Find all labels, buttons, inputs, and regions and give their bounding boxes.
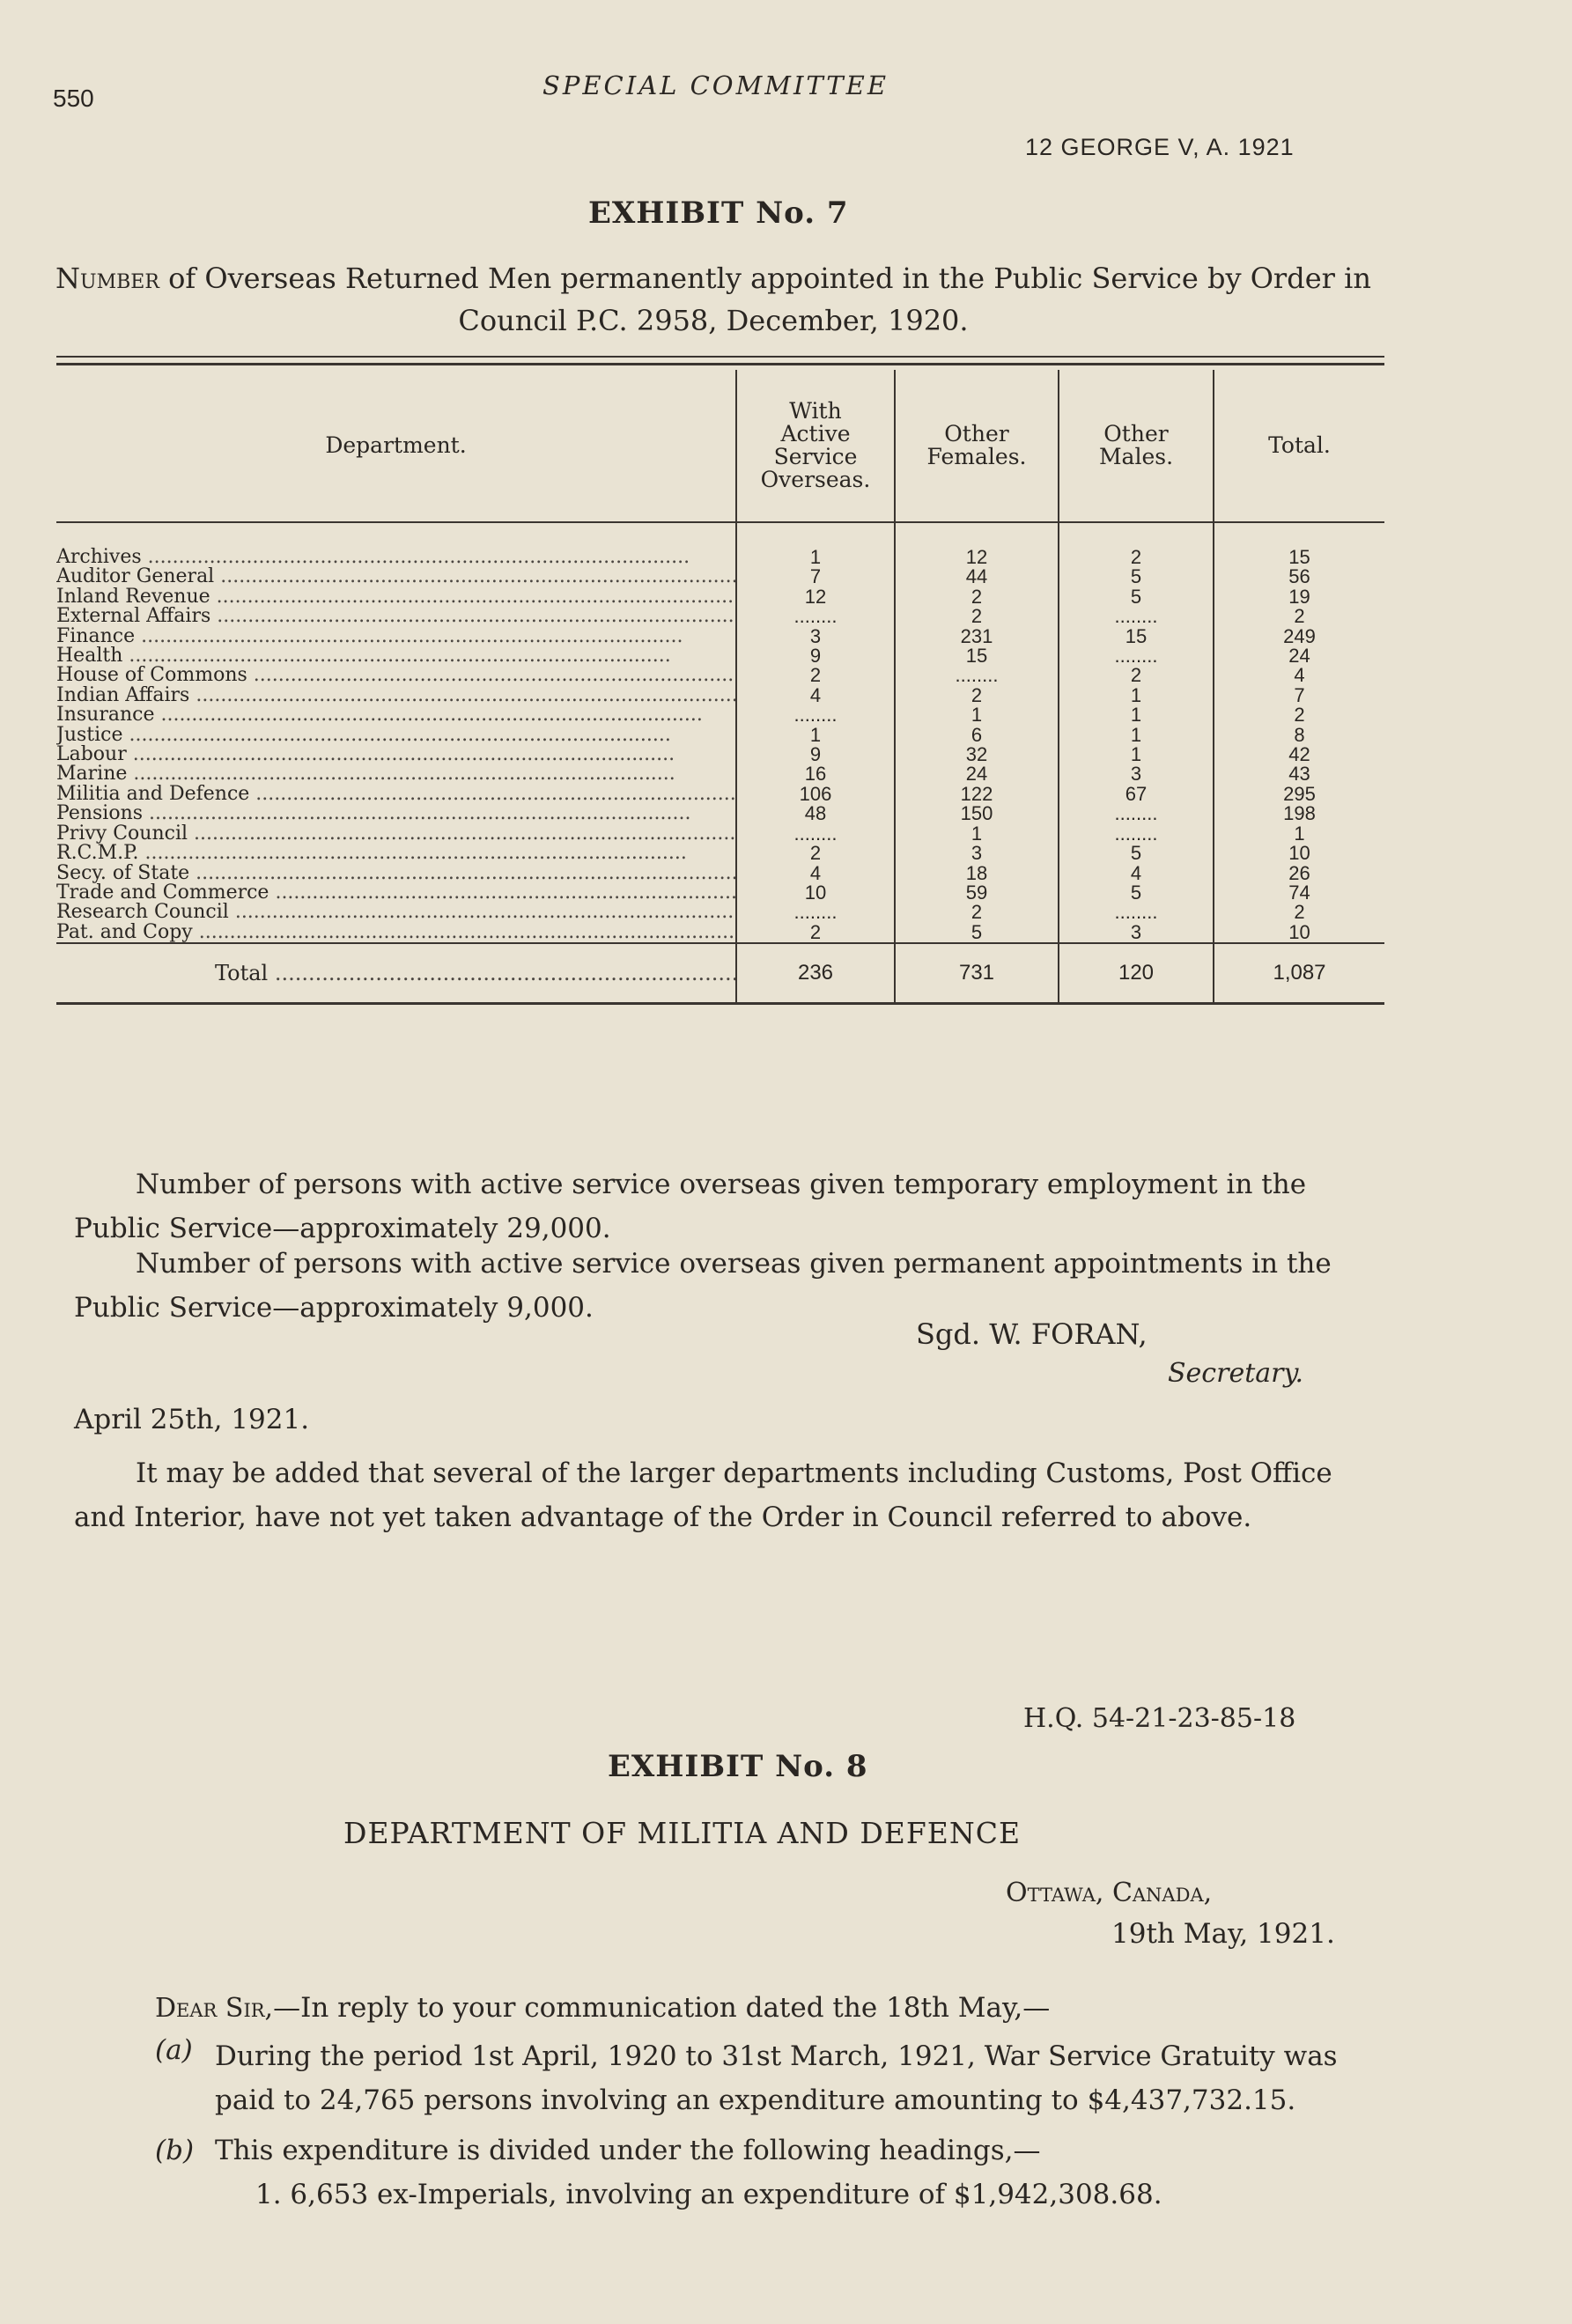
- females-cell: 2: [895, 587, 1059, 607]
- table-row: [56, 864, 1384, 883]
- column-header-overseas: With Active Service Overseas.: [736, 370, 895, 522]
- department-cell: Research Council .....: [56, 903, 736, 922]
- males-cell: 3: [1059, 764, 1214, 784]
- department-cell: Labour .....: [56, 745, 736, 764]
- department-cell: Justice .....: [56, 726, 736, 745]
- females-cell: 5: [895, 923, 1059, 943]
- females-cell: 59: [895, 883, 1059, 903]
- total-cell: 26: [1214, 864, 1384, 883]
- session-reference: 12 GEORGE V, A. 1921: [1025, 134, 1295, 160]
- males-cell: 67: [1059, 785, 1214, 804]
- overseas-cell: 3: [736, 627, 895, 646]
- opening-text: —In reply to your communication dated the 18th May,—: [273, 1992, 1051, 2024]
- overseas-cell: 9: [736, 646, 895, 666]
- table-row: [56, 923, 1384, 943]
- total-cell: 2: [1214, 705, 1384, 725]
- department-cell: Auditor General .....: [56, 567, 736, 587]
- overseas-cell: 10: [736, 883, 895, 903]
- males-cell: 2: [1059, 522, 1214, 567]
- overseas-cell: 4: [736, 864, 895, 883]
- overseas-cell: ........: [736, 607, 895, 626]
- department-cell: Pensions .....: [56, 804, 736, 823]
- females-cell: 44: [895, 567, 1059, 587]
- females-cell: 150: [895, 804, 1059, 823]
- overseas-cell: ........: [736, 903, 895, 922]
- total-cell: 249: [1214, 627, 1384, 646]
- caption-lead: Number: [55, 262, 159, 295]
- table-row: [56, 686, 1384, 705]
- total-cell: 43: [1214, 764, 1384, 784]
- department-cell: Indian Affairs .....: [56, 686, 736, 705]
- column-header-total: Total.: [1214, 370, 1384, 522]
- table-row: [56, 522, 1384, 567]
- males-cell: 5: [1059, 883, 1214, 903]
- total-total: 1,087: [1214, 943, 1384, 1004]
- females-cell: 18: [895, 864, 1059, 883]
- overseas-cell: 2: [736, 666, 895, 685]
- letter-date: 19th May, 1921.: [1111, 1918, 1335, 1950]
- overseas-cell: 7: [736, 567, 895, 587]
- salutation: Dear Sir,: [155, 1993, 274, 2024]
- females-cell: 2: [895, 607, 1059, 626]
- males-cell: ........: [1059, 607, 1214, 626]
- department-cell: Pat. and Copy .....: [56, 923, 736, 943]
- table-row: [56, 666, 1384, 685]
- overseas-cell: 106: [736, 785, 895, 804]
- page-number: 550: [53, 85, 94, 112]
- column-header-females: Other Females.: [895, 370, 1059, 522]
- total-cell: 2: [1214, 903, 1384, 922]
- males-cell: 2: [1059, 666, 1214, 685]
- total-label: Total .....: [56, 943, 736, 1004]
- overseas-cell: 1: [736, 522, 895, 567]
- item-a-text: During the period 1st April, 1920 to 31st March, 1921, War Service Gratuity was paid to 24,765 persons involving an expenditure amounting to $4,437,732.15.: [215, 2040, 1338, 2116]
- males-cell: ........: [1059, 646, 1214, 666]
- table-row: [56, 903, 1384, 922]
- signature-title: Secretary.: [1168, 1358, 1303, 1389]
- total-females: 731: [895, 943, 1059, 1004]
- department-cell: Trade and Commerce .....: [56, 883, 736, 903]
- item-a-label: (a): [155, 2034, 193, 2066]
- department-cell: Archives .....: [56, 522, 736, 567]
- total-cell: 1: [1214, 824, 1384, 844]
- males-cell: 3: [1059, 923, 1214, 943]
- males-cell: ........: [1059, 903, 1214, 922]
- table-row: [56, 745, 1384, 764]
- letter-location: Ottawa, Canada,: [1006, 1878, 1213, 1908]
- females-cell: 32: [895, 745, 1059, 764]
- signature: Sgd. W. FORAN,: [916, 1317, 1148, 1351]
- females-cell: 2: [895, 686, 1059, 705]
- exhibit-7-caption: [53, 257, 1374, 342]
- total-cell: 8: [1214, 726, 1384, 745]
- department-cell: House of Commons .....: [56, 666, 736, 685]
- males-cell: 5: [1059, 587, 1214, 607]
- overseas-cell: ........: [736, 705, 895, 725]
- exhibit-8-title: EXHIBIT No. 8: [608, 1749, 868, 1784]
- total-cell: 42: [1214, 745, 1384, 764]
- table-row: [56, 607, 1384, 626]
- females-cell: 122: [895, 785, 1059, 804]
- table-row: [56, 883, 1384, 903]
- females-cell: 24: [895, 764, 1059, 784]
- exhibit-7-title: EXHIBIT No. 7: [588, 196, 849, 231]
- table-row: [56, 764, 1384, 784]
- department-cell: Finance .....: [56, 627, 736, 646]
- males-cell: ........: [1059, 804, 1214, 823]
- males-cell: 5: [1059, 567, 1214, 587]
- females-cell: 6: [895, 726, 1059, 745]
- overseas-cell: 4: [736, 686, 895, 705]
- department-cell: Health .....: [56, 646, 736, 666]
- table-row: [56, 726, 1384, 745]
- column-header-department: Department.: [56, 370, 736, 522]
- table-row: [56, 567, 1384, 587]
- total-males: 120: [1059, 943, 1214, 1004]
- total-cell: 19: [1214, 587, 1384, 607]
- department-cell: Inland Revenue .....: [56, 587, 736, 607]
- exhibit-7-date: April 25th, 1921.: [74, 1404, 310, 1435]
- total-cell: 2: [1214, 607, 1384, 626]
- department-cell: Privy Council .....: [56, 824, 736, 844]
- males-cell: 15: [1059, 627, 1214, 646]
- total-cell: 74: [1214, 883, 1384, 903]
- department-cell: External Affairs .....: [56, 607, 736, 626]
- males-cell: 1: [1059, 745, 1214, 764]
- females-cell: 2: [895, 903, 1059, 922]
- caption-text: of Overseas Returned Men permanently appointed in the Public Service by Order in Council P.C. 2958, December, 1920.: [159, 262, 1371, 337]
- exhibit-7-table: [56, 370, 1384, 1005]
- running-head: SPECIAL COMMITTEE: [542, 70, 889, 100]
- file-reference: H.Q. 54-21-23-85-18: [1023, 1703, 1296, 1734]
- overseas-cell: 2: [736, 923, 895, 943]
- item-b1-text: 1. 6,653 ex-Imperials, involving an expenditure of $1,942,308.68.: [255, 2179, 1162, 2210]
- table-header-row: [56, 370, 1384, 522]
- table-total-row: [56, 943, 1384, 1004]
- department-cell: R.C.M.P. .....: [56, 844, 736, 863]
- letter-opening: [155, 1992, 1050, 2024]
- item-b-text: This expenditure is divided under the following headings,—: [215, 2135, 1041, 2166]
- department-cell: Secy. of State .....: [56, 864, 736, 883]
- overseas-cell: 48: [736, 804, 895, 823]
- total-cell: 4: [1214, 666, 1384, 685]
- total-cell: 295: [1214, 785, 1384, 804]
- table-body: [56, 522, 1384, 943]
- table-row: [56, 587, 1384, 607]
- table-row: [56, 785, 1384, 804]
- total-cell: 198: [1214, 804, 1384, 823]
- total-cell: 7: [1214, 686, 1384, 705]
- females-cell: 1: [895, 824, 1059, 844]
- item-b-label: (b): [155, 2135, 195, 2166]
- females-cell: 12: [895, 522, 1059, 567]
- males-cell: ........: [1059, 824, 1214, 844]
- overseas-cell: 2: [736, 844, 895, 863]
- females-cell: 231: [895, 627, 1059, 646]
- table-row: [56, 824, 1384, 844]
- note-permanent-appointments: Number of persons with active service overseas given permanent appointments in the Public Service—approximately 9,000.: [74, 1248, 1332, 1324]
- males-cell: 1: [1059, 705, 1214, 725]
- overseas-cell: 1: [736, 726, 895, 745]
- total-overseas: 236: [736, 943, 895, 1004]
- department-cell: Insurance .....: [56, 705, 736, 725]
- table-row: [56, 646, 1384, 666]
- females-cell: 3: [895, 844, 1059, 863]
- females-cell: 1: [895, 705, 1059, 725]
- total-cell: 24: [1214, 646, 1384, 666]
- department-cell: Militia and Defence .....: [56, 785, 736, 804]
- note-temporary-employment: Number of persons with active service overseas given temporary employment in the Public Service—approximately 29,000.: [74, 1169, 1307, 1244]
- females-cell: 15: [895, 646, 1059, 666]
- table-row: [56, 627, 1384, 646]
- table-top-rule: [56, 356, 1384, 358]
- total-cell: 15: [1214, 522, 1384, 567]
- column-header-males: Other Males.: [1059, 370, 1214, 522]
- overseas-cell: 12: [736, 587, 895, 607]
- overseas-cell: 9: [736, 745, 895, 764]
- table-row: [56, 804, 1384, 823]
- males-cell: 4: [1059, 864, 1214, 883]
- total-cell: 10: [1214, 844, 1384, 863]
- males-cell: 1: [1059, 726, 1214, 745]
- department-heading: DEPARTMENT OF MILITIA AND DEFENCE: [343, 1816, 1022, 1850]
- table-row: [56, 705, 1384, 725]
- closing-remark: It may be added that several of the larger departments including Customs, Post Office and Interior, have not yet taken advantage of the Order in Council referred to above.: [74, 1457, 1332, 1533]
- overseas-cell: 16: [736, 764, 895, 784]
- table-row: [56, 844, 1384, 863]
- table-top-rule-double: [56, 363, 1384, 365]
- department-cell: Marine .....: [56, 764, 736, 784]
- males-cell: 5: [1059, 844, 1214, 863]
- overseas-cell: ........: [736, 824, 895, 844]
- total-cell: 56: [1214, 567, 1384, 587]
- males-cell: 1: [1059, 686, 1214, 705]
- females-cell: ........: [895, 666, 1059, 685]
- total-cell: 10: [1214, 923, 1384, 943]
